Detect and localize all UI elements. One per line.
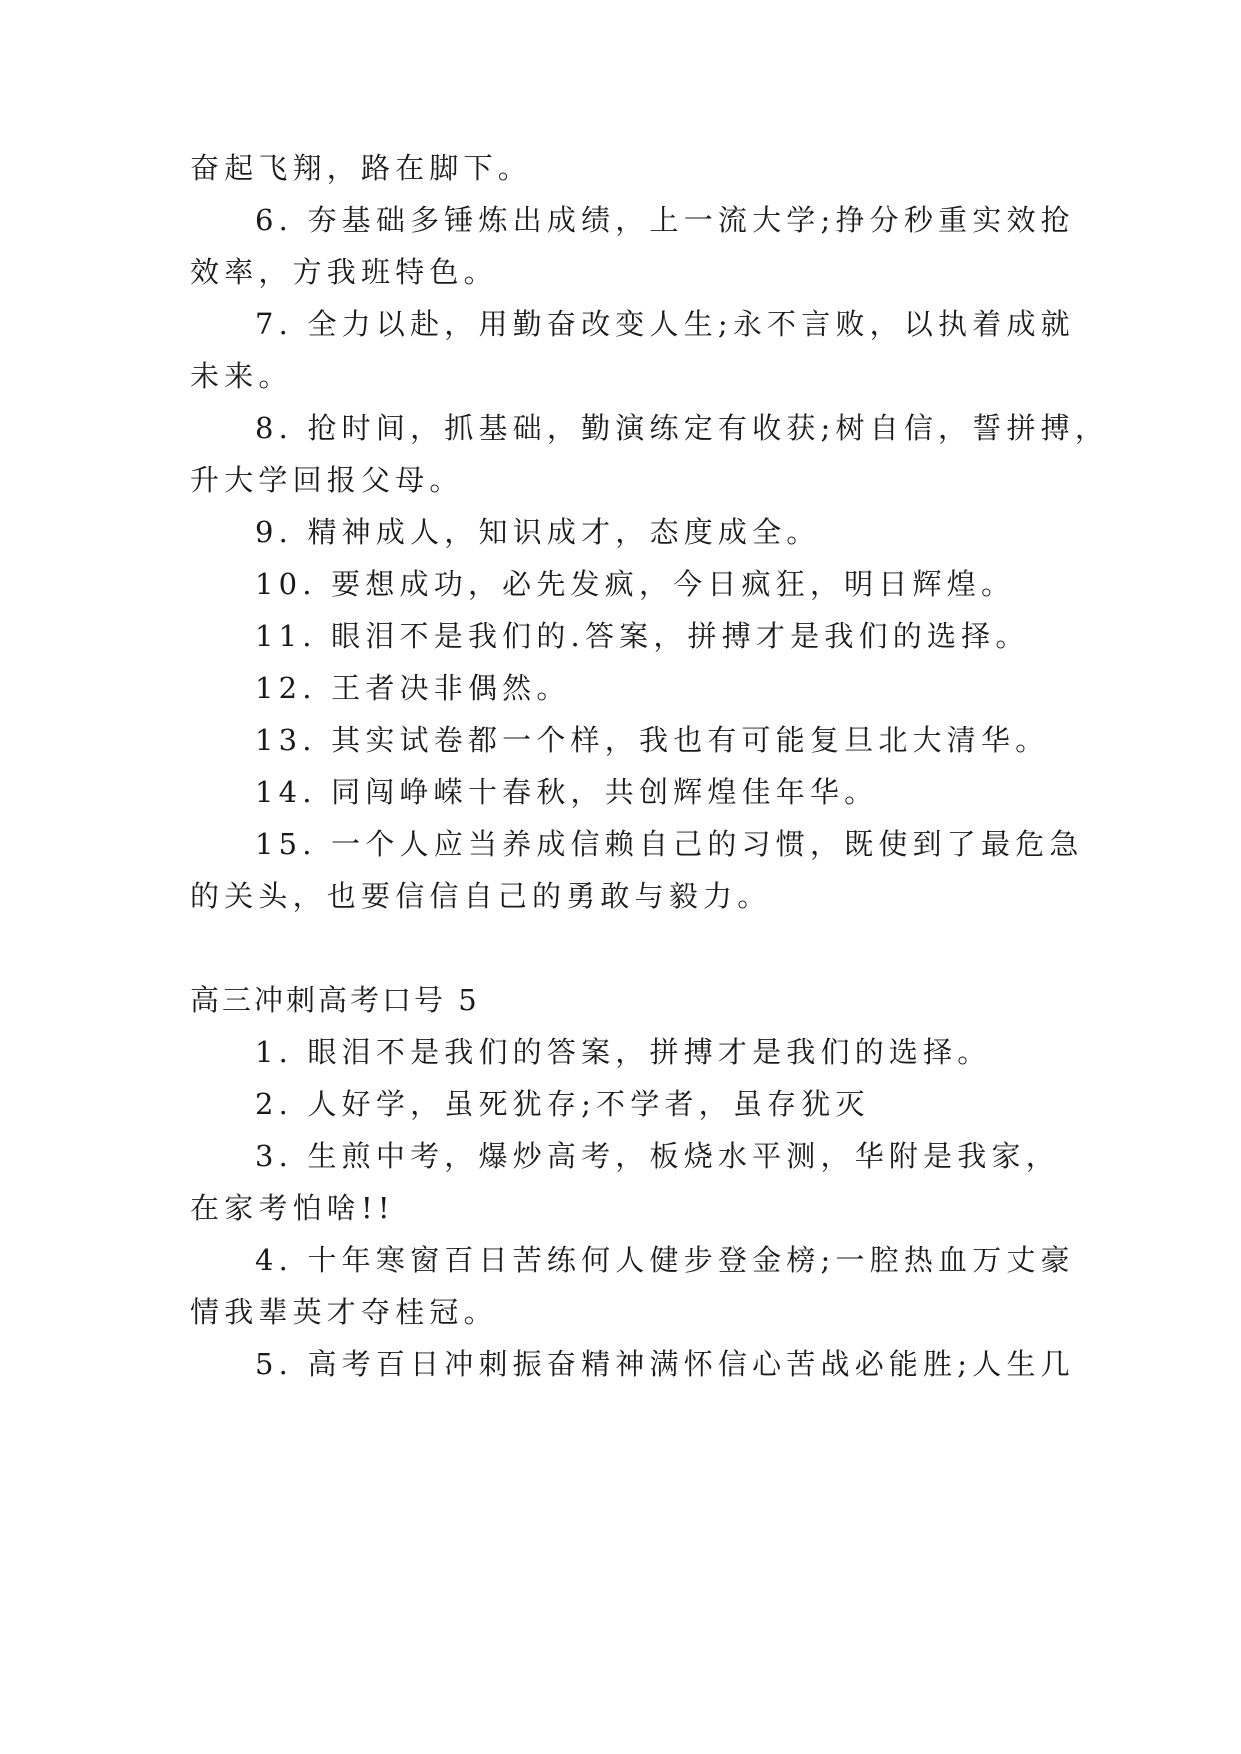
text-line: 效率，方我班特色。 [190,255,498,289]
text-line: 的关头，也要信信自己的勇敢与毅力。 [190,879,772,913]
text-line: 在家考怕啥!! [190,1191,395,1225]
list-item-4: 4. 十年寒窗百日苦练何人健步登金榜;一腔热血万丈豪 [255,1243,1075,1277]
text-line: 未来。 [190,359,293,393]
list-item-1: 1. 眼泪不是我们的答案，拼搏才是我们的选择。 [255,1035,992,1069]
list-item-5: 5. 高考百日冲刺振奋精神满怀信心苦战必能胜;人生几 [255,1347,1075,1381]
list-item-2: 2. 人好学，虽死犹存;不学者，虽存犹灭 [255,1087,870,1121]
section-heading: 高三冲刺高考口号 5 [190,983,480,1017]
list-item-10: 10. 要想成功，必先发疯，今日疯狂，明日辉煌。 [255,567,1016,601]
list-item-7: 7. 全力以赴，用勤奋改变人生;永不言败，以执着成就 [255,307,1075,341]
list-item-11: 11. 眼泪不是我们的.答案，拼搏才是我们的选择。 [255,619,1030,653]
list-item-3: 3. 生煎中考，爆炒高考，板烧水平测，华附是我家， [255,1139,1060,1173]
list-item-14: 14. 同闯峥嵘十春秋，共创辉煌佳年华。 [255,775,879,809]
text-line: 情我辈英才夺桂冠。 [190,1295,498,1329]
list-item-9: 9. 精神成人，知识成才，态度成全。 [255,515,821,549]
list-item-13: 13. 其实试卷都一个样，我也有可能复旦北大清华。 [255,723,1050,757]
text-line: 升大学回报父母。 [190,463,464,497]
text-line: 奋起飞翔，路在脚下。 [190,151,533,185]
list-item-15: 15. 一个人应当养成信赖自己的习惯，既使到了最危急 [255,827,1084,861]
list-item-12: 12. 王者决非偶然。 [255,671,571,705]
list-item-8: 8. 抢时间，抓基础，勤演练定有收获;树自信，誓拼搏， [255,411,1110,445]
list-item-6: 6. 夯基础多锤炼出成绩，上一流大学;挣分秒重实效抢 [255,203,1075,237]
